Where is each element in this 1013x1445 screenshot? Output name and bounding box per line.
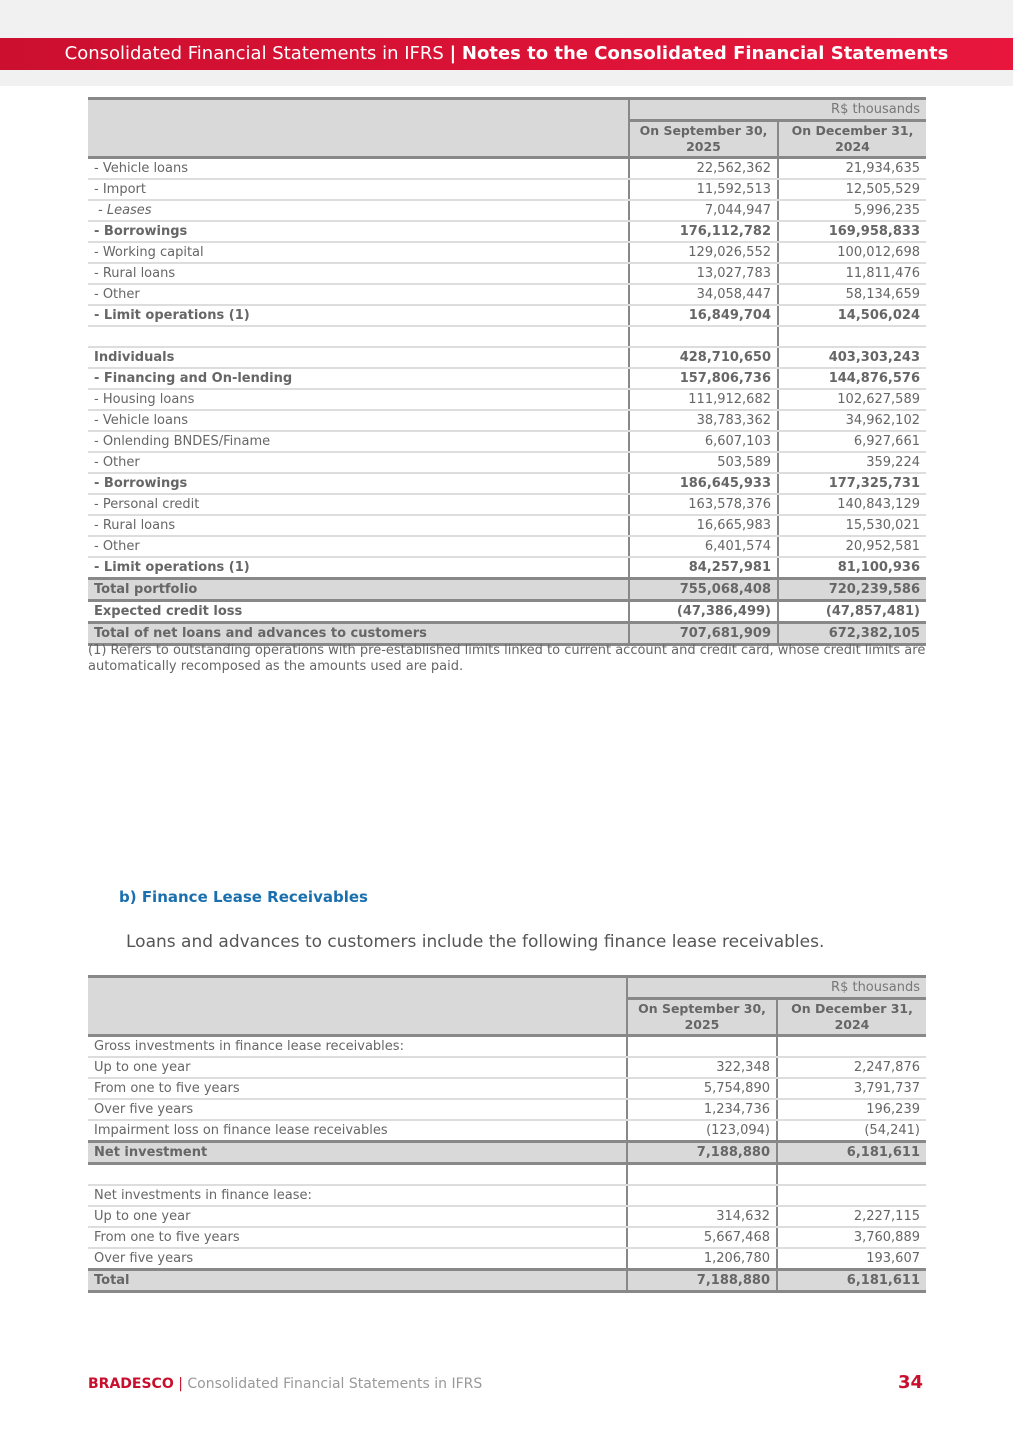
table-row bbox=[88, 200, 926, 221]
value-dec-2024 bbox=[777, 1036, 926, 1058]
value-sep-2025: 84,257,981 bbox=[629, 557, 778, 579]
value-dec-2024: 6,927,661 bbox=[778, 431, 926, 452]
value-sep-2025: 38,783,362 bbox=[629, 410, 778, 431]
row-label: - Limit operations (1) bbox=[88, 557, 629, 579]
value-sep-2025: 5,754,890 bbox=[627, 1078, 777, 1099]
row-label: Total portfolio bbox=[88, 579, 629, 601]
table-row bbox=[88, 410, 926, 431]
value-dec-2024: 144,876,576 bbox=[778, 368, 926, 389]
unit-label: R$ thousands bbox=[627, 977, 926, 999]
value-dec-2024: 102,627,589 bbox=[778, 389, 926, 410]
value-sep-2025: 428,710,650 bbox=[629, 347, 778, 368]
value-dec-2024: 5,996,235 bbox=[778, 200, 926, 221]
table-row bbox=[88, 158, 926, 180]
value-dec-2024: 81,100,936 bbox=[778, 557, 926, 579]
page-footer bbox=[88, 1376, 482, 1392]
header-separator: | bbox=[449, 43, 457, 64]
table-row bbox=[88, 1120, 926, 1142]
row-label: Expected credit loss bbox=[88, 601, 629, 623]
table-row bbox=[88, 473, 926, 494]
value-dec-2024: 15,530,021 bbox=[778, 515, 926, 536]
value-dec-2024: 359,224 bbox=[778, 452, 926, 473]
value-sep-2025: 6,401,574 bbox=[629, 536, 778, 557]
row-label: - Vehicle loans bbox=[88, 410, 629, 431]
row-label: - Vehicle loans bbox=[88, 158, 629, 180]
value-dec-2024: 140,843,129 bbox=[778, 494, 926, 515]
table-row bbox=[88, 263, 926, 284]
section-intro: Loans and advances to customers include the following finance lease receivables. bbox=[126, 932, 825, 952]
row-label: - Borrowings bbox=[88, 221, 629, 242]
value-dec-2024: 177,325,731 bbox=[778, 473, 926, 494]
value-sep-2025: 7,188,880 bbox=[627, 1270, 777, 1292]
value-sep-2025: 163,578,376 bbox=[629, 494, 778, 515]
value-sep-2025: 7,188,880 bbox=[627, 1142, 777, 1164]
row-label: - Working capital bbox=[88, 242, 629, 263]
value-sep-2025 bbox=[627, 1036, 777, 1058]
value-sep-2025 bbox=[627, 1185, 777, 1206]
table-row bbox=[88, 1036, 926, 1058]
value-sep-2025: 111,912,682 bbox=[629, 389, 778, 410]
table-row bbox=[88, 326, 926, 347]
value-sep-2025: 34,058,447 bbox=[629, 284, 778, 305]
section-title: b) Finance Lease Receivables bbox=[119, 888, 368, 906]
table-row bbox=[88, 1099, 926, 1120]
value-dec-2024: 672,382,105 bbox=[778, 623, 926, 645]
value-dec-2024 bbox=[778, 326, 926, 347]
row-label: - Other bbox=[88, 284, 629, 305]
column-header-dec-2024: On December 31, 2024 bbox=[777, 999, 926, 1036]
row-label: Total bbox=[88, 1270, 627, 1292]
page-number: 34 bbox=[898, 1372, 924, 1393]
row-label bbox=[88, 1164, 627, 1186]
value-dec-2024: 3,760,889 bbox=[777, 1227, 926, 1248]
table-row bbox=[88, 452, 926, 473]
row-label: Net investments in finance lease: bbox=[88, 1185, 627, 1206]
value-dec-2024 bbox=[777, 1164, 926, 1186]
value-dec-2024: 11,811,476 bbox=[778, 263, 926, 284]
value-dec-2024: (47,857,481) bbox=[778, 601, 926, 623]
value-sep-2025: 16,665,983 bbox=[629, 515, 778, 536]
table-row bbox=[88, 1142, 926, 1164]
table-row bbox=[88, 431, 926, 452]
value-sep-2025: 1,234,736 bbox=[627, 1099, 777, 1120]
header-title-light: Consolidated Financial Statements in IFRS bbox=[64, 43, 444, 64]
value-dec-2024: 100,012,698 bbox=[778, 242, 926, 263]
row-label: - Other bbox=[88, 536, 629, 557]
table-row bbox=[88, 284, 926, 305]
row-label: Gross investments in finance lease receivables: bbox=[88, 1036, 627, 1058]
value-sep-2025: 7,044,947 bbox=[629, 200, 778, 221]
table-row bbox=[88, 1164, 926, 1186]
value-sep-2025 bbox=[629, 326, 778, 347]
value-dec-2024: 3,791,737 bbox=[777, 1078, 926, 1099]
row-label: Over five years bbox=[88, 1248, 627, 1270]
loans-table bbox=[88, 97, 926, 646]
table-row bbox=[88, 494, 926, 515]
value-sep-2025: 16,849,704 bbox=[629, 305, 778, 326]
table-row bbox=[88, 536, 926, 557]
table-row bbox=[88, 557, 926, 579]
row-label bbox=[88, 326, 629, 347]
row-label: Total of net loans and advances to customers bbox=[88, 623, 629, 645]
value-sep-2025: 11,592,513 bbox=[629, 179, 778, 200]
row-label: - Rural loans bbox=[88, 263, 629, 284]
row-label: - Borrowings bbox=[88, 473, 629, 494]
value-sep-2025: 157,806,736 bbox=[629, 368, 778, 389]
table-row bbox=[88, 389, 926, 410]
table-row bbox=[88, 1270, 926, 1292]
table-row bbox=[88, 179, 926, 200]
row-label: - Onlending BNDES/Finame bbox=[88, 431, 629, 452]
value-sep-2025: 129,026,552 bbox=[629, 242, 778, 263]
row-label: - Leases bbox=[88, 200, 629, 221]
value-sep-2025: 176,112,782 bbox=[629, 221, 778, 242]
value-sep-2025: (123,094) bbox=[627, 1120, 777, 1142]
table-row bbox=[88, 601, 926, 623]
value-sep-2025: 755,068,408 bbox=[629, 579, 778, 601]
unit-label: R$ thousands bbox=[629, 99, 926, 121]
value-dec-2024: 196,239 bbox=[777, 1099, 926, 1120]
value-dec-2024: 193,607 bbox=[777, 1248, 926, 1270]
value-sep-2025 bbox=[627, 1164, 777, 1186]
row-label: Up to one year bbox=[88, 1206, 627, 1227]
table-row bbox=[88, 579, 926, 601]
row-label: Up to one year bbox=[88, 1057, 627, 1078]
value-sep-2025: 322,348 bbox=[627, 1057, 777, 1078]
row-label: Over five years bbox=[88, 1099, 627, 1120]
table-row bbox=[88, 347, 926, 368]
value-dec-2024: 34,962,102 bbox=[778, 410, 926, 431]
column-header-dec-2024: On December 31, 2024 bbox=[778, 121, 926, 158]
value-sep-2025: 503,589 bbox=[629, 452, 778, 473]
value-sep-2025: 13,027,783 bbox=[629, 263, 778, 284]
page-header bbox=[0, 38, 1013, 70]
value-dec-2024: (54,241) bbox=[777, 1120, 926, 1142]
row-label: - Rural loans bbox=[88, 515, 629, 536]
column-header-sep-2025: On September 30, 2025 bbox=[627, 999, 777, 1036]
value-sep-2025: 6,607,103 bbox=[629, 431, 778, 452]
finance-lease-table bbox=[88, 975, 926, 1293]
row-label: - Import bbox=[88, 179, 629, 200]
value-sep-2025: 1,206,780 bbox=[627, 1248, 777, 1270]
footnote: (1) Refers to outstanding operations with pre-established limits linked to current account and credit card, whose credit limits are automatically recomposed as the amounts used are paid. bbox=[88, 643, 926, 674]
value-dec-2024: 14,506,024 bbox=[778, 305, 926, 326]
header-title-bold: Notes to the Consolidated Financial Statements bbox=[461, 43, 949, 64]
row-label: - Housing loans bbox=[88, 389, 629, 410]
header-blank bbox=[88, 977, 627, 1036]
table-row bbox=[88, 242, 926, 263]
row-label: From one to five years bbox=[88, 1227, 627, 1248]
value-dec-2024: 20,952,581 bbox=[778, 536, 926, 557]
value-dec-2024: 403,303,243 bbox=[778, 347, 926, 368]
row-label: - Limit operations (1) bbox=[88, 305, 629, 326]
table-row bbox=[88, 368, 926, 389]
value-dec-2024: 2,247,876 bbox=[777, 1057, 926, 1078]
column-header-sep-2025: On September 30, 2025 bbox=[629, 121, 778, 158]
value-dec-2024: 169,958,833 bbox=[778, 221, 926, 242]
value-dec-2024: 6,181,611 bbox=[777, 1270, 926, 1292]
table-row bbox=[88, 1206, 926, 1227]
value-sep-2025: 5,667,468 bbox=[627, 1227, 777, 1248]
table-row bbox=[88, 1185, 926, 1206]
value-dec-2024: 21,934,635 bbox=[778, 158, 926, 180]
row-label: Net investment bbox=[88, 1142, 627, 1164]
row-label: From one to five years bbox=[88, 1078, 627, 1099]
row-label: - Financing and On-lending bbox=[88, 368, 629, 389]
table-row bbox=[88, 623, 926, 645]
value-sep-2025: 707,681,909 bbox=[629, 623, 778, 645]
value-sep-2025: 22,562,362 bbox=[629, 158, 778, 180]
table-row bbox=[88, 1248, 926, 1270]
footer-brand: BRADESCO bbox=[88, 1376, 174, 1392]
footer-separator: | bbox=[178, 1376, 183, 1392]
value-dec-2024 bbox=[777, 1185, 926, 1206]
table-row bbox=[88, 305, 926, 326]
row-label: Individuals bbox=[88, 347, 629, 368]
table-row bbox=[88, 1078, 926, 1099]
value-sep-2025: 314,632 bbox=[627, 1206, 777, 1227]
table-row bbox=[88, 1227, 926, 1248]
value-dec-2024: 12,505,529 bbox=[778, 179, 926, 200]
row-label: Impairment loss on finance lease receivables bbox=[88, 1120, 627, 1142]
value-dec-2024: 720,239,586 bbox=[778, 579, 926, 601]
table-row bbox=[88, 221, 926, 242]
value-sep-2025: 186,645,933 bbox=[629, 473, 778, 494]
table-row bbox=[88, 515, 926, 536]
header-blank bbox=[88, 99, 629, 158]
row-label: - Other bbox=[88, 452, 629, 473]
value-sep-2025: (47,386,499) bbox=[629, 601, 778, 623]
table-row bbox=[88, 1057, 926, 1078]
value-dec-2024: 6,181,611 bbox=[777, 1142, 926, 1164]
row-label: - Personal credit bbox=[88, 494, 629, 515]
value-dec-2024: 2,227,115 bbox=[777, 1206, 926, 1227]
value-dec-2024: 58,134,659 bbox=[778, 284, 926, 305]
footer-text: Consolidated Financial Statements in IFRS bbox=[187, 1376, 483, 1392]
